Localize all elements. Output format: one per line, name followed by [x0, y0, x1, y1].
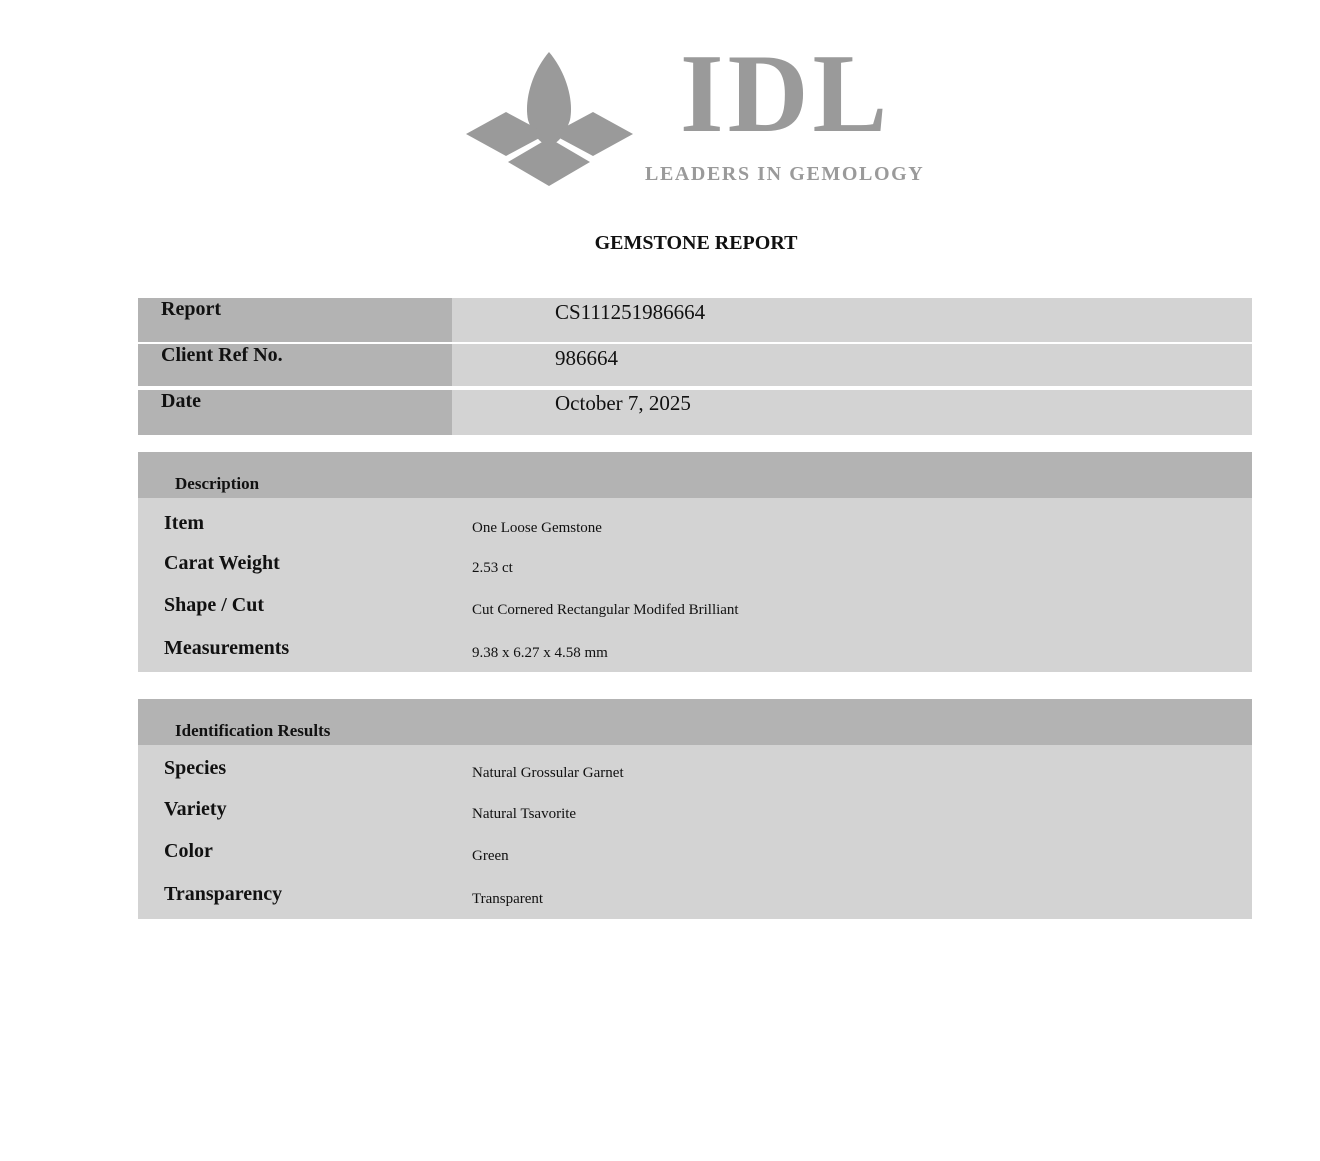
- species-value: Natural Grossular Garnet: [472, 765, 624, 781]
- logo-gem-icon: [462, 50, 637, 190]
- item-label: Item: [164, 512, 204, 534]
- description-row: [138, 594, 1252, 634]
- client-ref-value: 986664: [452, 344, 1252, 386]
- identification-section: [138, 699, 1252, 919]
- report-number-row: [138, 298, 1252, 342]
- page-title: GEMSTONE REPORT: [594, 232, 798, 254]
- client-ref-row: [138, 344, 1252, 386]
- variety-value: Natural Tsavorite: [472, 806, 577, 822]
- measurements-value: 9.38 x 6.27 x 4.58 mm: [472, 645, 608, 661]
- shape-cut-value: Cut Cornered Rectangular Modifed Brilliant: [472, 602, 739, 618]
- description-section: [138, 452, 1252, 672]
- carat-weight-value: 2.53 ct: [472, 560, 513, 576]
- carat-weight-label: Carat Weight: [164, 552, 280, 574]
- date-value: October 7, 2025: [452, 390, 1252, 435]
- description-heading: Description: [138, 452, 1252, 498]
- measurements-label: Measurements: [164, 637, 290, 659]
- logo-wordmark: IDL: [680, 32, 892, 156]
- identification-row: [138, 757, 1252, 797]
- report-header-table: [138, 298, 1252, 435]
- client-ref-label: Client Ref No.: [138, 344, 452, 386]
- transparency-value: Transparent: [472, 891, 544, 907]
- description-row: [138, 512, 1252, 552]
- transparency-label: Transparency: [164, 883, 283, 905]
- date-label: Date: [138, 390, 452, 435]
- shape-cut-label: Shape / Cut: [164, 594, 265, 616]
- variety-label: Variety: [164, 798, 227, 820]
- report-number-label: Report: [138, 298, 452, 342]
- identification-row: [138, 798, 1252, 838]
- species-label: Species: [164, 757, 227, 779]
- logo-tagline: LEADERS IN GEMOLOGY: [645, 163, 925, 185]
- identification-row: [138, 840, 1252, 880]
- report-number-value: CS111251986664: [452, 298, 1252, 342]
- color-label: Color: [164, 840, 213, 862]
- identification-row: [138, 883, 1252, 923]
- item-value: One Loose Gemstone: [472, 520, 602, 536]
- identification-heading: Identification Results: [138, 699, 1252, 745]
- date-row: [138, 390, 1252, 435]
- description-row: [138, 552, 1252, 592]
- color-value: Green: [472, 848, 509, 864]
- description-row: [138, 637, 1252, 677]
